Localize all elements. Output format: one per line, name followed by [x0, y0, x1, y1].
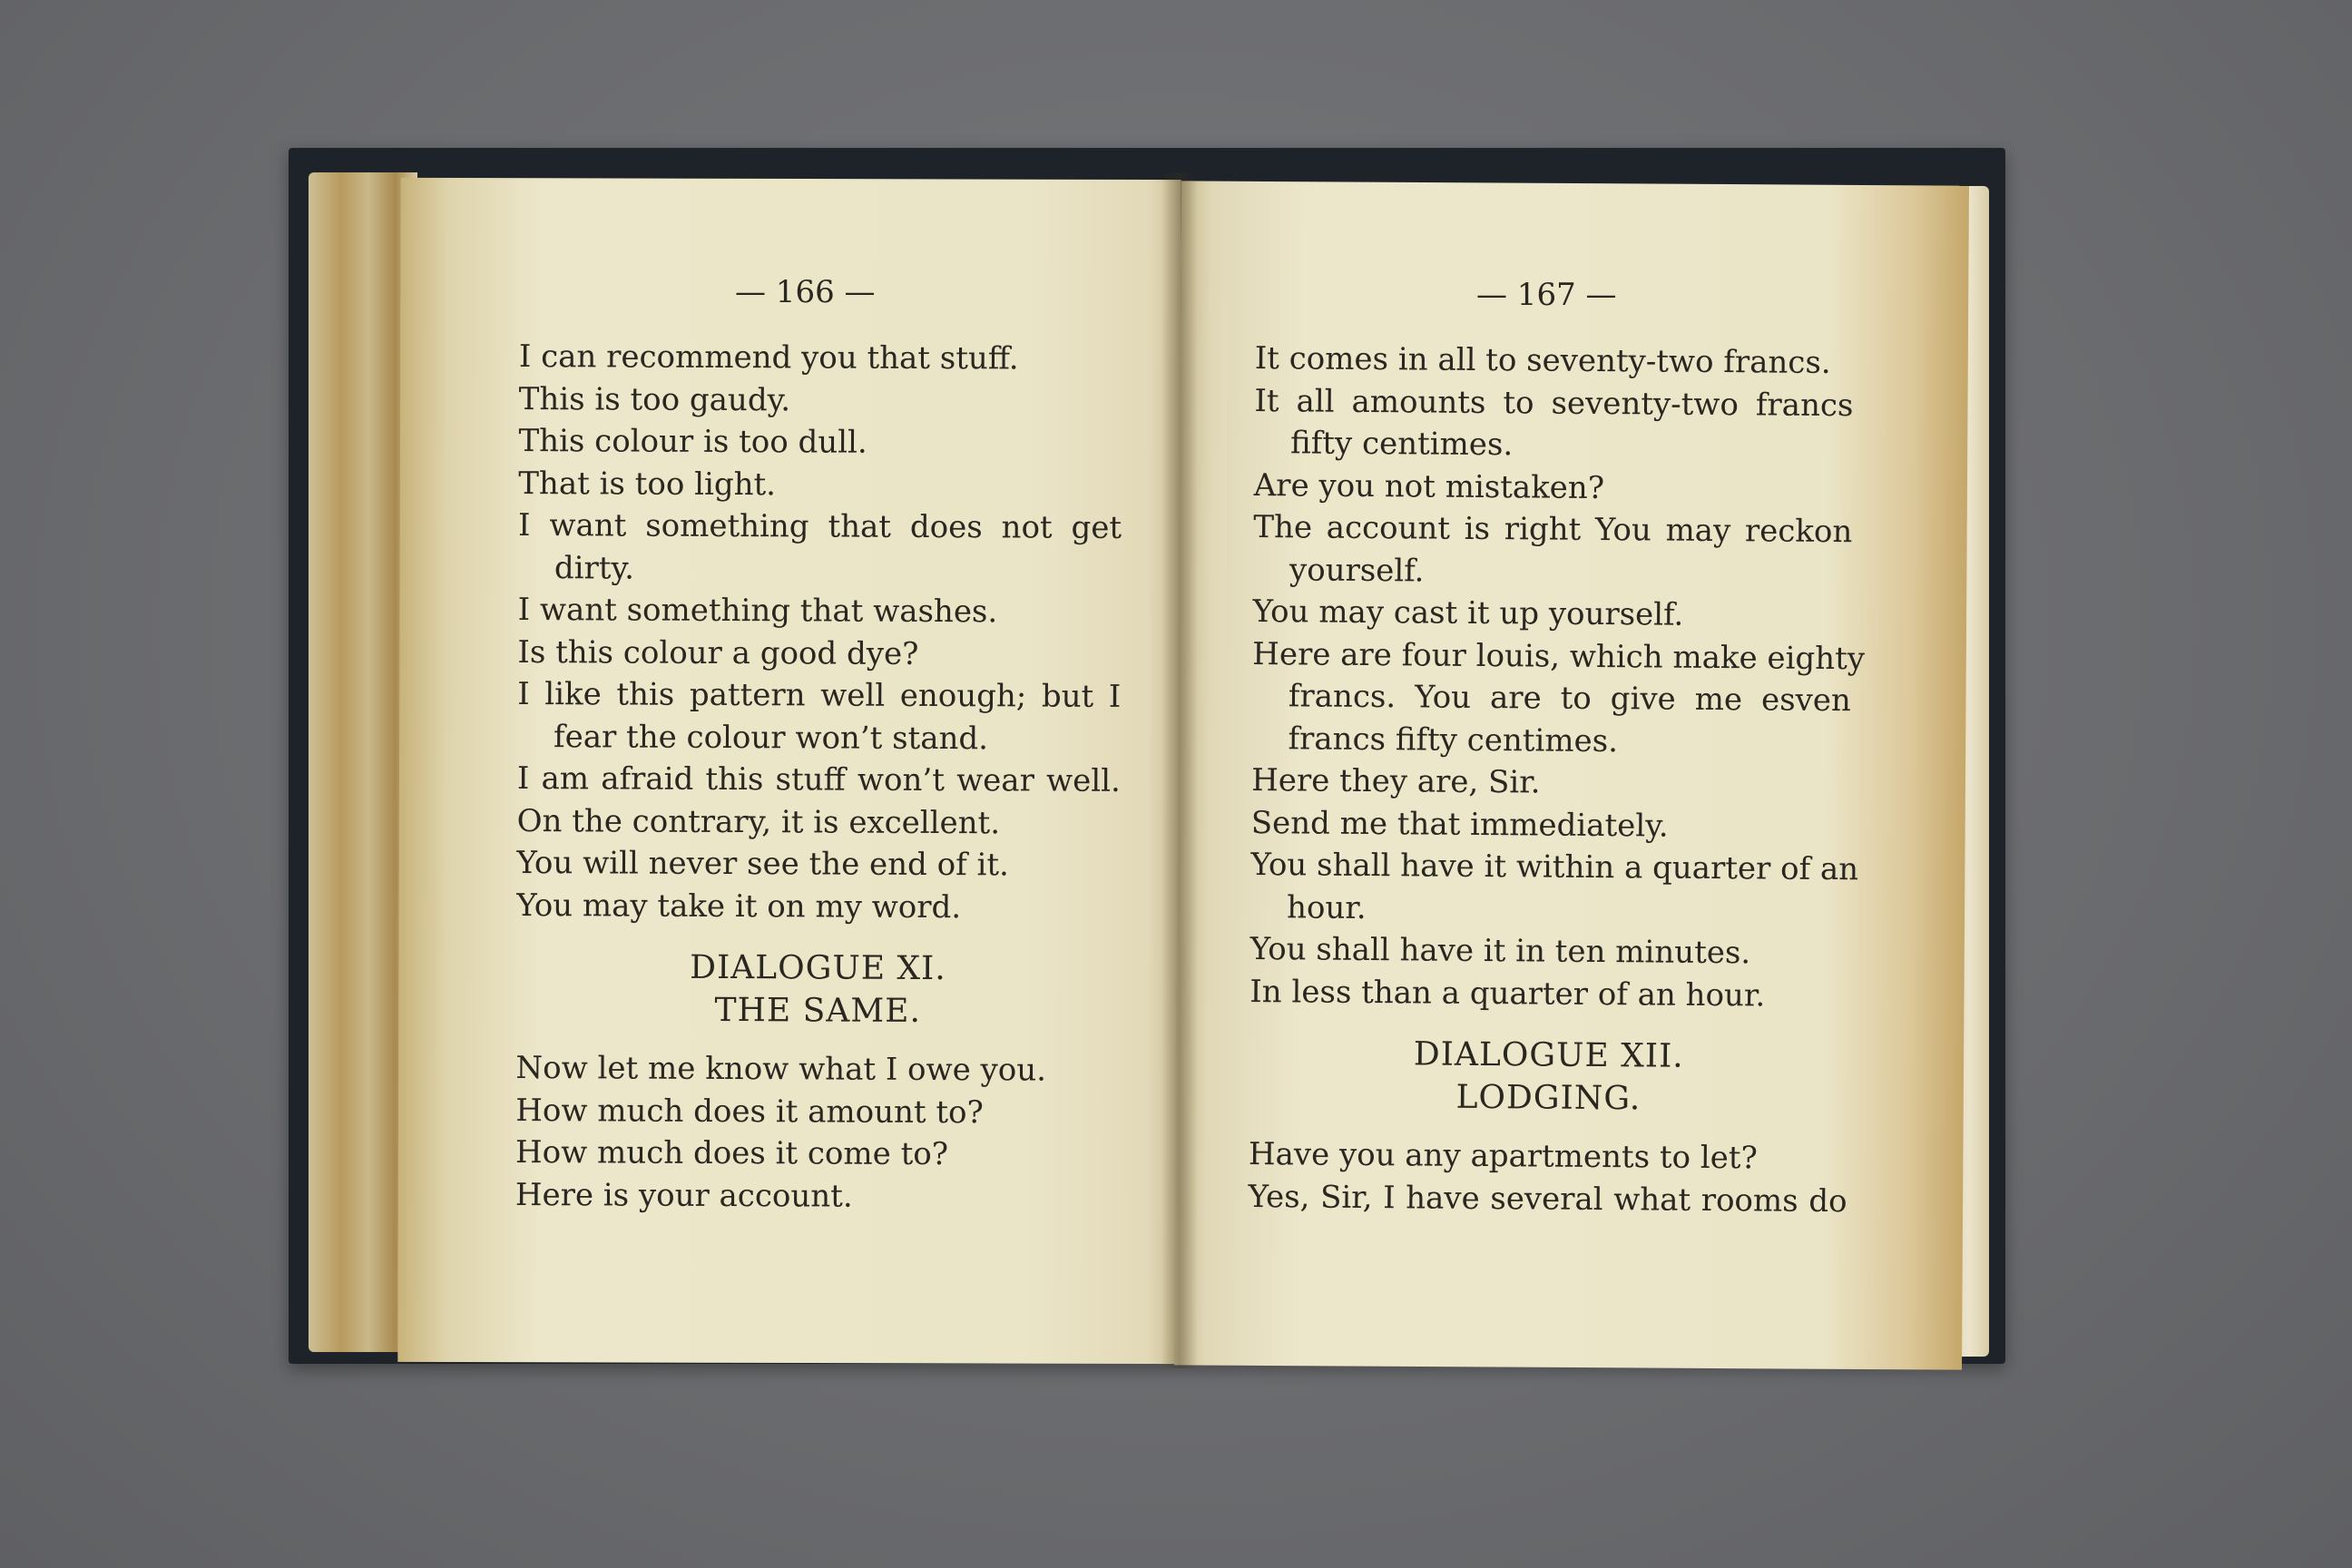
- text-line: I want something that washes.: [517, 591, 998, 631]
- text-line: dirty.: [554, 549, 635, 587]
- text-line: Is this colour a good dye?: [517, 633, 919, 672]
- text-line: On the contrary, it is excellent.: [516, 802, 1001, 841]
- text-line: Here they are, Sir.: [1251, 761, 1541, 801]
- text-line: Send me that immediately.: [1250, 804, 1669, 845]
- dialogue-subheading: LODGING.: [1455, 1078, 1642, 1117]
- text-line: fifty centimes.: [1289, 425, 1514, 464]
- text-line: This colour is too dull.: [518, 422, 867, 461]
- dialogue-subheading: THE SAME.: [714, 991, 922, 1030]
- text-line: You shall have it in ten minutes.: [1250, 930, 1751, 972]
- text-line: In less than a quarter of an hour.: [1250, 973, 1766, 1014]
- text-line: Have you any apartments to let?: [1248, 1135, 1758, 1177]
- left-page-text: [515, 336, 1122, 1219]
- text-line: Here are four louis, which make eighty: [1252, 635, 1866, 677]
- text-line: How much does it amount to?: [515, 1092, 984, 1131]
- text-line: Are you not mistaken?: [1253, 466, 1605, 506]
- page-number-right: — 167 —: [1476, 277, 1617, 313]
- text-line: You may cast it up yourself.: [1252, 593, 1684, 633]
- text-line: Here is your account.: [514, 1176, 853, 1215]
- text-line: How much does it come to?: [514, 1133, 949, 1173]
- text-line: This is too gaudy.: [518, 380, 791, 418]
- text-line: I want something that does not get: [518, 506, 1122, 546]
- text-line: I am afraid this stuff won’t wear well.: [516, 760, 1121, 799]
- text-line: You may take it on my word.: [516, 887, 962, 926]
- text-line: hour.: [1286, 888, 1367, 926]
- text-line: The account is right You may reckon: [1253, 508, 1853, 551]
- dialogue-heading: DIALOGUE XII.: [1413, 1035, 1684, 1075]
- text-line: It all amounts to seventy-two francs: [1254, 382, 1854, 424]
- text-line: You will never see the end of it.: [516, 844, 1009, 884]
- text-line: yourself.: [1289, 551, 1425, 589]
- text-line: fear the colour won’t stand.: [553, 718, 989, 757]
- text-line: It comes in all to seventy-two francs.: [1254, 339, 1831, 381]
- dialogue-heading: DIALOGUE XI.: [690, 948, 946, 988]
- text-line: francs fifty centimes.: [1288, 720, 1619, 760]
- text-line: Now let me know what I owe you.: [515, 1049, 1047, 1089]
- text-line: I like this pattern well enough; but I: [517, 675, 1122, 715]
- text-line: francs. You are to give me esven: [1288, 678, 1852, 720]
- text-line: I can recommend you that stuff.: [518, 338, 1019, 377]
- right-page-text: [1248, 338, 1866, 1222]
- book-gutter: [1161, 172, 1198, 1368]
- text-line: You shall have it within a quarter of an: [1250, 846, 1859, 888]
- page-number-left: — 166 —: [735, 274, 876, 310]
- text-line: Yes, Sir, I have several what rooms do: [1248, 1178, 1847, 1220]
- text-line: That is too light.: [518, 465, 777, 503]
